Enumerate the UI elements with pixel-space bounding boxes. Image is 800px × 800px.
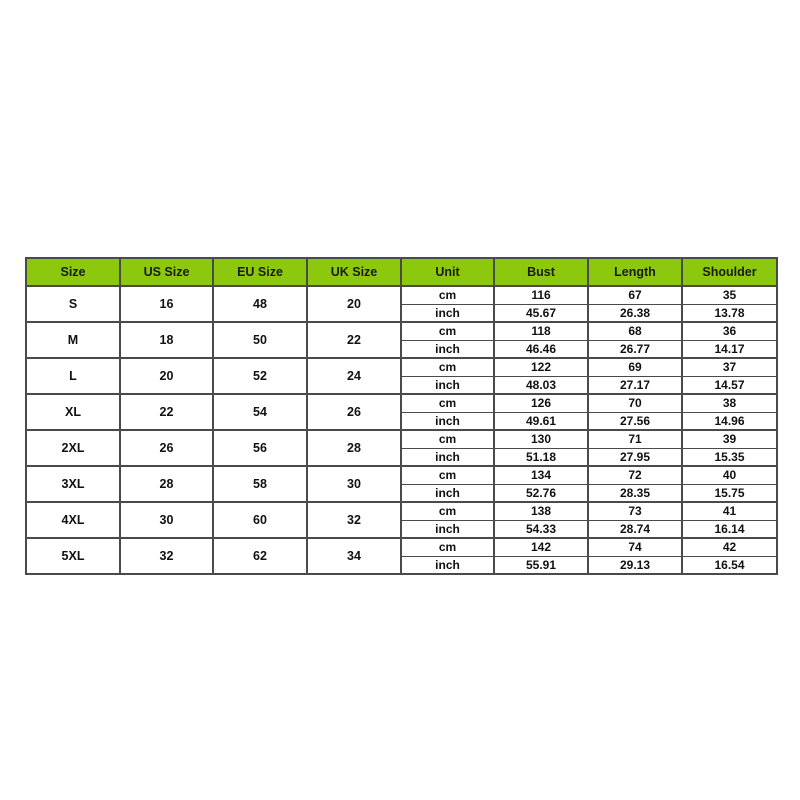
table-row-cm	[26, 322, 777, 340]
cell-bust: 118	[494, 322, 588, 340]
cell-uk-size: 28	[307, 430, 401, 466]
cell-unit: inch	[401, 484, 494, 502]
cell-length: 26.77	[588, 340, 682, 358]
cell-uk-size: 26	[307, 394, 401, 430]
cell-unit: inch	[401, 376, 494, 394]
cell-eu-size: 54	[213, 394, 307, 430]
cell-us-size: 26	[120, 430, 213, 466]
header-eu-size: EU Size	[213, 258, 307, 286]
cell-length: 69	[588, 358, 682, 376]
cell-us-size: 18	[120, 322, 213, 358]
cell-unit: cm	[401, 430, 494, 448]
cell-eu-size: 60	[213, 502, 307, 538]
cell-shoulder: 40	[682, 466, 777, 484]
cell-shoulder: 14.17	[682, 340, 777, 358]
cell-unit: inch	[401, 556, 494, 574]
cell-bust: 55.91	[494, 556, 588, 574]
cell-size: M	[26, 322, 120, 358]
cell-unit: cm	[401, 466, 494, 484]
cell-us-size: 28	[120, 466, 213, 502]
cell-shoulder: 36	[682, 322, 777, 340]
cell-shoulder: 38	[682, 394, 777, 412]
cell-length: 72	[588, 466, 682, 484]
cell-shoulder: 42	[682, 538, 777, 556]
cell-bust: 46.46	[494, 340, 588, 358]
cell-unit: inch	[401, 448, 494, 466]
cell-us-size: 16	[120, 286, 213, 322]
cell-length: 73	[588, 502, 682, 520]
cell-shoulder: 16.54	[682, 556, 777, 574]
cell-bust: 134	[494, 466, 588, 484]
cell-bust: 126	[494, 394, 588, 412]
cell-length: 28.74	[588, 520, 682, 538]
cell-shoulder: 13.78	[682, 304, 777, 322]
table-row-cm	[26, 430, 777, 448]
cell-us-size: 22	[120, 394, 213, 430]
cell-unit: inch	[401, 412, 494, 430]
cell-unit: cm	[401, 394, 494, 412]
cell-uk-size: 32	[307, 502, 401, 538]
cell-uk-size: 30	[307, 466, 401, 502]
cell-length: 27.56	[588, 412, 682, 430]
cell-uk-size: 20	[307, 286, 401, 322]
cell-bust: 51.18	[494, 448, 588, 466]
header-shoulder: Shoulder	[682, 258, 777, 286]
table-row-cm	[26, 394, 777, 412]
cell-eu-size: 58	[213, 466, 307, 502]
cell-length: 68	[588, 322, 682, 340]
cell-shoulder: 39	[682, 430, 777, 448]
cell-shoulder: 15.35	[682, 448, 777, 466]
cell-unit: cm	[401, 358, 494, 376]
header-size: Size	[26, 258, 120, 286]
cell-bust: 52.76	[494, 484, 588, 502]
header-bust: Bust	[494, 258, 588, 286]
cell-bust: 138	[494, 502, 588, 520]
table-row-cm	[26, 466, 777, 484]
cell-bust: 49.61	[494, 412, 588, 430]
cell-shoulder: 14.57	[682, 376, 777, 394]
header-unit: Unit	[401, 258, 494, 286]
cell-shoulder: 14.96	[682, 412, 777, 430]
cell-uk-size: 24	[307, 358, 401, 394]
header-row	[26, 258, 777, 286]
cell-length: 71	[588, 430, 682, 448]
cell-length: 70	[588, 394, 682, 412]
size-chart-table	[25, 257, 778, 575]
cell-eu-size: 48	[213, 286, 307, 322]
cell-shoulder: 37	[682, 358, 777, 376]
cell-length: 74	[588, 538, 682, 556]
cell-size: L	[26, 358, 120, 394]
cell-bust: 48.03	[494, 376, 588, 394]
table-row-cm	[26, 286, 777, 304]
cell-length: 67	[588, 286, 682, 304]
cell-unit: inch	[401, 340, 494, 358]
cell-unit: cm	[401, 322, 494, 340]
cell-shoulder: 15.75	[682, 484, 777, 502]
cell-uk-size: 22	[307, 322, 401, 358]
table-row-cm	[26, 358, 777, 376]
cell-bust: 130	[494, 430, 588, 448]
cell-shoulder: 16.14	[682, 520, 777, 538]
cell-size: 3XL	[26, 466, 120, 502]
cell-us-size: 30	[120, 502, 213, 538]
cell-eu-size: 50	[213, 322, 307, 358]
cell-shoulder: 35	[682, 286, 777, 304]
cell-length: 27.95	[588, 448, 682, 466]
cell-bust: 142	[494, 538, 588, 556]
cell-unit: cm	[401, 502, 494, 520]
cell-eu-size: 56	[213, 430, 307, 466]
cell-eu-size: 52	[213, 358, 307, 394]
cell-bust: 116	[494, 286, 588, 304]
header-length: Length	[588, 258, 682, 286]
cell-bust: 122	[494, 358, 588, 376]
cell-unit: inch	[401, 304, 494, 322]
cell-size: 5XL	[26, 538, 120, 574]
cell-size: XL	[26, 394, 120, 430]
cell-bust: 54.33	[494, 520, 588, 538]
cell-unit: cm	[401, 286, 494, 304]
cell-shoulder: 41	[682, 502, 777, 520]
cell-uk-size: 34	[307, 538, 401, 574]
cell-us-size: 20	[120, 358, 213, 394]
cell-length: 26.38	[588, 304, 682, 322]
cell-size: 2XL	[26, 430, 120, 466]
cell-length: 27.17	[588, 376, 682, 394]
cell-eu-size: 62	[213, 538, 307, 574]
header-uk-size: UK Size	[307, 258, 401, 286]
cell-size: 4XL	[26, 502, 120, 538]
cell-length: 29.13	[588, 556, 682, 574]
cell-unit: inch	[401, 520, 494, 538]
table-row-cm	[26, 502, 777, 520]
cell-us-size: 32	[120, 538, 213, 574]
cell-bust: 45.67	[494, 304, 588, 322]
cell-length: 28.35	[588, 484, 682, 502]
cell-unit: cm	[401, 538, 494, 556]
table-row-cm	[26, 538, 777, 556]
cell-size: S	[26, 286, 120, 322]
header-us-size: US Size	[120, 258, 213, 286]
